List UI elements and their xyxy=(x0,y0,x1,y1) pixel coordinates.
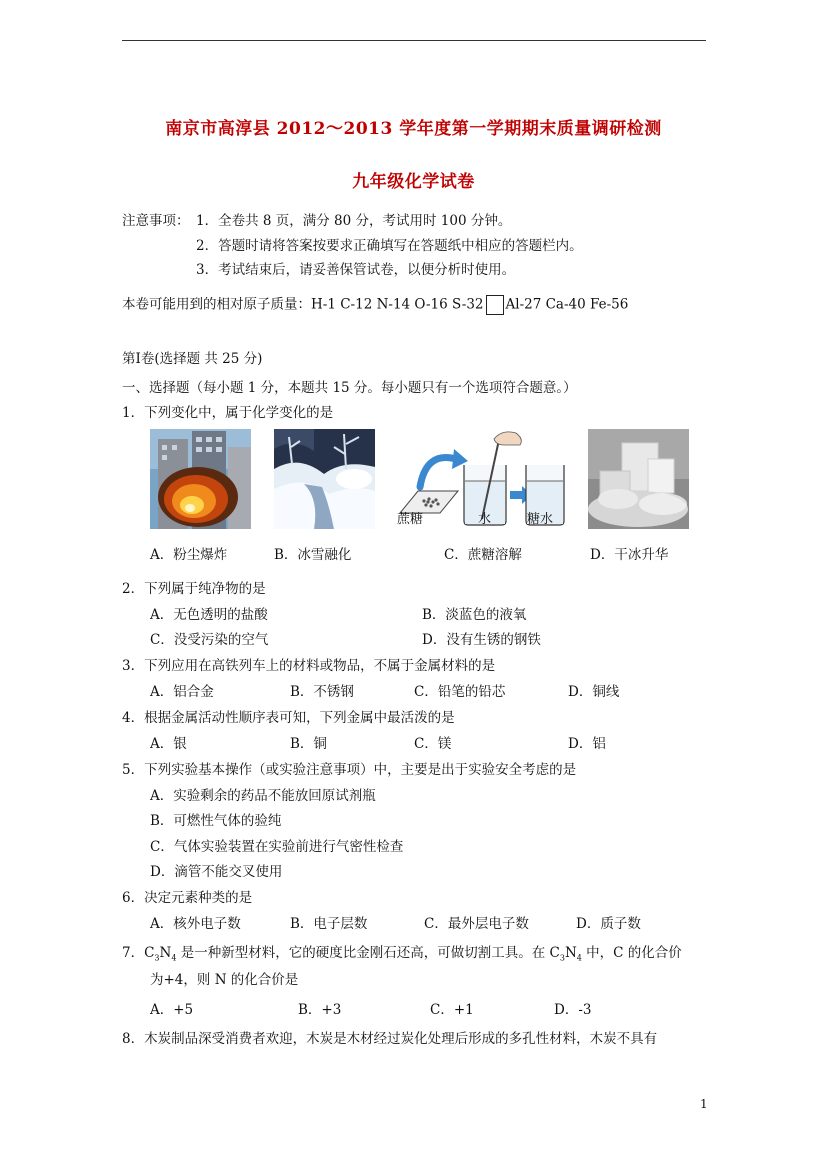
q4-option-b: B．铜 xyxy=(290,736,327,752)
question-7-stem xyxy=(122,944,682,968)
q7-subscript: 3 xyxy=(154,953,160,963)
melting-snow-image xyxy=(274,429,375,529)
dry-ice-image xyxy=(588,429,689,529)
q6-option-b: B．电子层数 xyxy=(290,916,368,932)
atomic-mass-suffix: Al-27 Ca-40 Fe-56 xyxy=(505,296,629,313)
q7-text: 7．C xyxy=(122,945,155,961)
figure-label-sugar: 蔗糖 xyxy=(397,512,424,527)
exam-title: 南京市高淳县 2012～2013 学年度第一学期期末质量调研检测 xyxy=(165,119,662,139)
q3-option-b: B．不锈钢 xyxy=(290,684,354,700)
q3-option-a: A．铝合金 xyxy=(150,684,214,700)
q4-option-d: D．铝 xyxy=(568,736,606,752)
page-number: 1 xyxy=(700,1097,708,1111)
q1-option-a: A．粉尘爆炸 xyxy=(150,547,228,563)
q7-option-c: C．+1 xyxy=(430,1002,474,1018)
figure-label-water: 水 xyxy=(478,512,492,527)
section-title: 第Ⅰ卷(选择题 共 25 分) xyxy=(122,351,263,367)
q1-option-c: C．蔗糖溶解 xyxy=(444,547,522,563)
q5-option-b: B．可燃性气体的验纯 xyxy=(150,813,282,829)
question-4-stem: 4．根据金属活动性顺序表可知，下列金属中最活泼的是 xyxy=(122,710,455,726)
atomic-mass-prefix: 本卷可能用到的相对原子质量：H-1 C-12 N-14 O-16 S-32 xyxy=(122,296,484,313)
q3-option-c: C．铅笔的铅芯 xyxy=(414,684,506,700)
q7-subscript: 4 xyxy=(171,953,177,963)
figure-label-sugar-water: 糖水 xyxy=(527,512,554,527)
note-item: 3．考试结束后，请妥善保管试卷，以便分析时使用。 xyxy=(196,262,516,278)
q7-option-b: B．+3 xyxy=(298,1002,342,1018)
notes-label: 注意事项： xyxy=(122,213,190,229)
question-5-stem: 5．下列实验基本操作（或实验注意事项）中，主要是出于实验安全考虑的是 xyxy=(122,762,577,778)
q5-option-d: D．滴管不能交叉使用 xyxy=(150,864,283,880)
q3-option-d: D．铜线 xyxy=(568,684,620,700)
q2-option-a: A．无色透明的盐酸 xyxy=(150,607,268,623)
part-title: 一、选择题（每小题 1 分，本题共 15 分。每小题只有一个选项符合题意。） xyxy=(122,380,577,396)
q2-option-d: D．没有生锈的钢铁 xyxy=(422,632,541,648)
q6-option-d: D．质子数 xyxy=(576,916,641,932)
q4-option-c: C．镁 xyxy=(414,736,452,752)
q5-option-c: C．气体实验装置在实验前进行气密性检查 xyxy=(150,839,404,855)
atomic-mass-line xyxy=(122,295,628,315)
q7-text: 是一种新型材料，它的硬度比金刚石还高，可做切割工具。在 C xyxy=(176,945,560,961)
exam-subtitle: 九年级化学试卷 xyxy=(352,172,475,192)
q7-subscript: 4 xyxy=(576,953,582,963)
question-8-stem: 8．木炭制品深受消费者欢迎，木炭是木材经过炭化处理后形成的多孔性材料，木炭不具有 xyxy=(122,1031,658,1047)
q5-option-a: A．实验剩余的药品不能放回原试剂瓶 xyxy=(150,788,376,804)
question-3-stem: 3．下列应用在高铁列车上的材料或物品，不属于金属材料的是 xyxy=(122,658,496,674)
q2-option-b: B．淡蓝色的液氧 xyxy=(422,607,527,623)
q7-text: 中，C 的化合价 xyxy=(581,945,682,961)
question-6-stem: 6．决定元素种类的是 xyxy=(122,890,253,906)
q2-option-c: C．没受污染的空气 xyxy=(150,632,269,648)
q7-option-d: D．-3 xyxy=(554,1002,592,1018)
q7-option-a: A．+5 xyxy=(150,1002,194,1018)
q4-option-a: A．银 xyxy=(150,736,187,752)
question-2-stem: 2．下列属于纯净物的是 xyxy=(122,581,266,597)
q7-subscript: 3 xyxy=(559,953,565,963)
note-item: 2．答题时请将答案按要求正确填写在答题纸中相应的答题栏内。 xyxy=(196,238,583,254)
q6-option-a: A．核外电子数 xyxy=(150,916,241,932)
q7-text: N xyxy=(159,945,172,961)
question-1-stem: 1．下列变化中，属于化学变化的是 xyxy=(122,405,334,421)
dust-explosion-image xyxy=(150,429,251,529)
q1-option-d: D．干冰升华 xyxy=(590,547,669,563)
note-item: 1．全卷共 8 页，满分 80 分，考试用时 100 分钟。 xyxy=(196,213,512,229)
q7-text: N xyxy=(564,945,577,961)
empty-box xyxy=(486,295,504,315)
q1-option-b: B．冰雪融化 xyxy=(274,547,352,563)
header-rule xyxy=(122,40,706,41)
q6-option-c: C．最外层电子数 xyxy=(424,916,529,932)
question-7-stem-line2: 为+4，则 N 的化合价是 xyxy=(150,972,299,988)
